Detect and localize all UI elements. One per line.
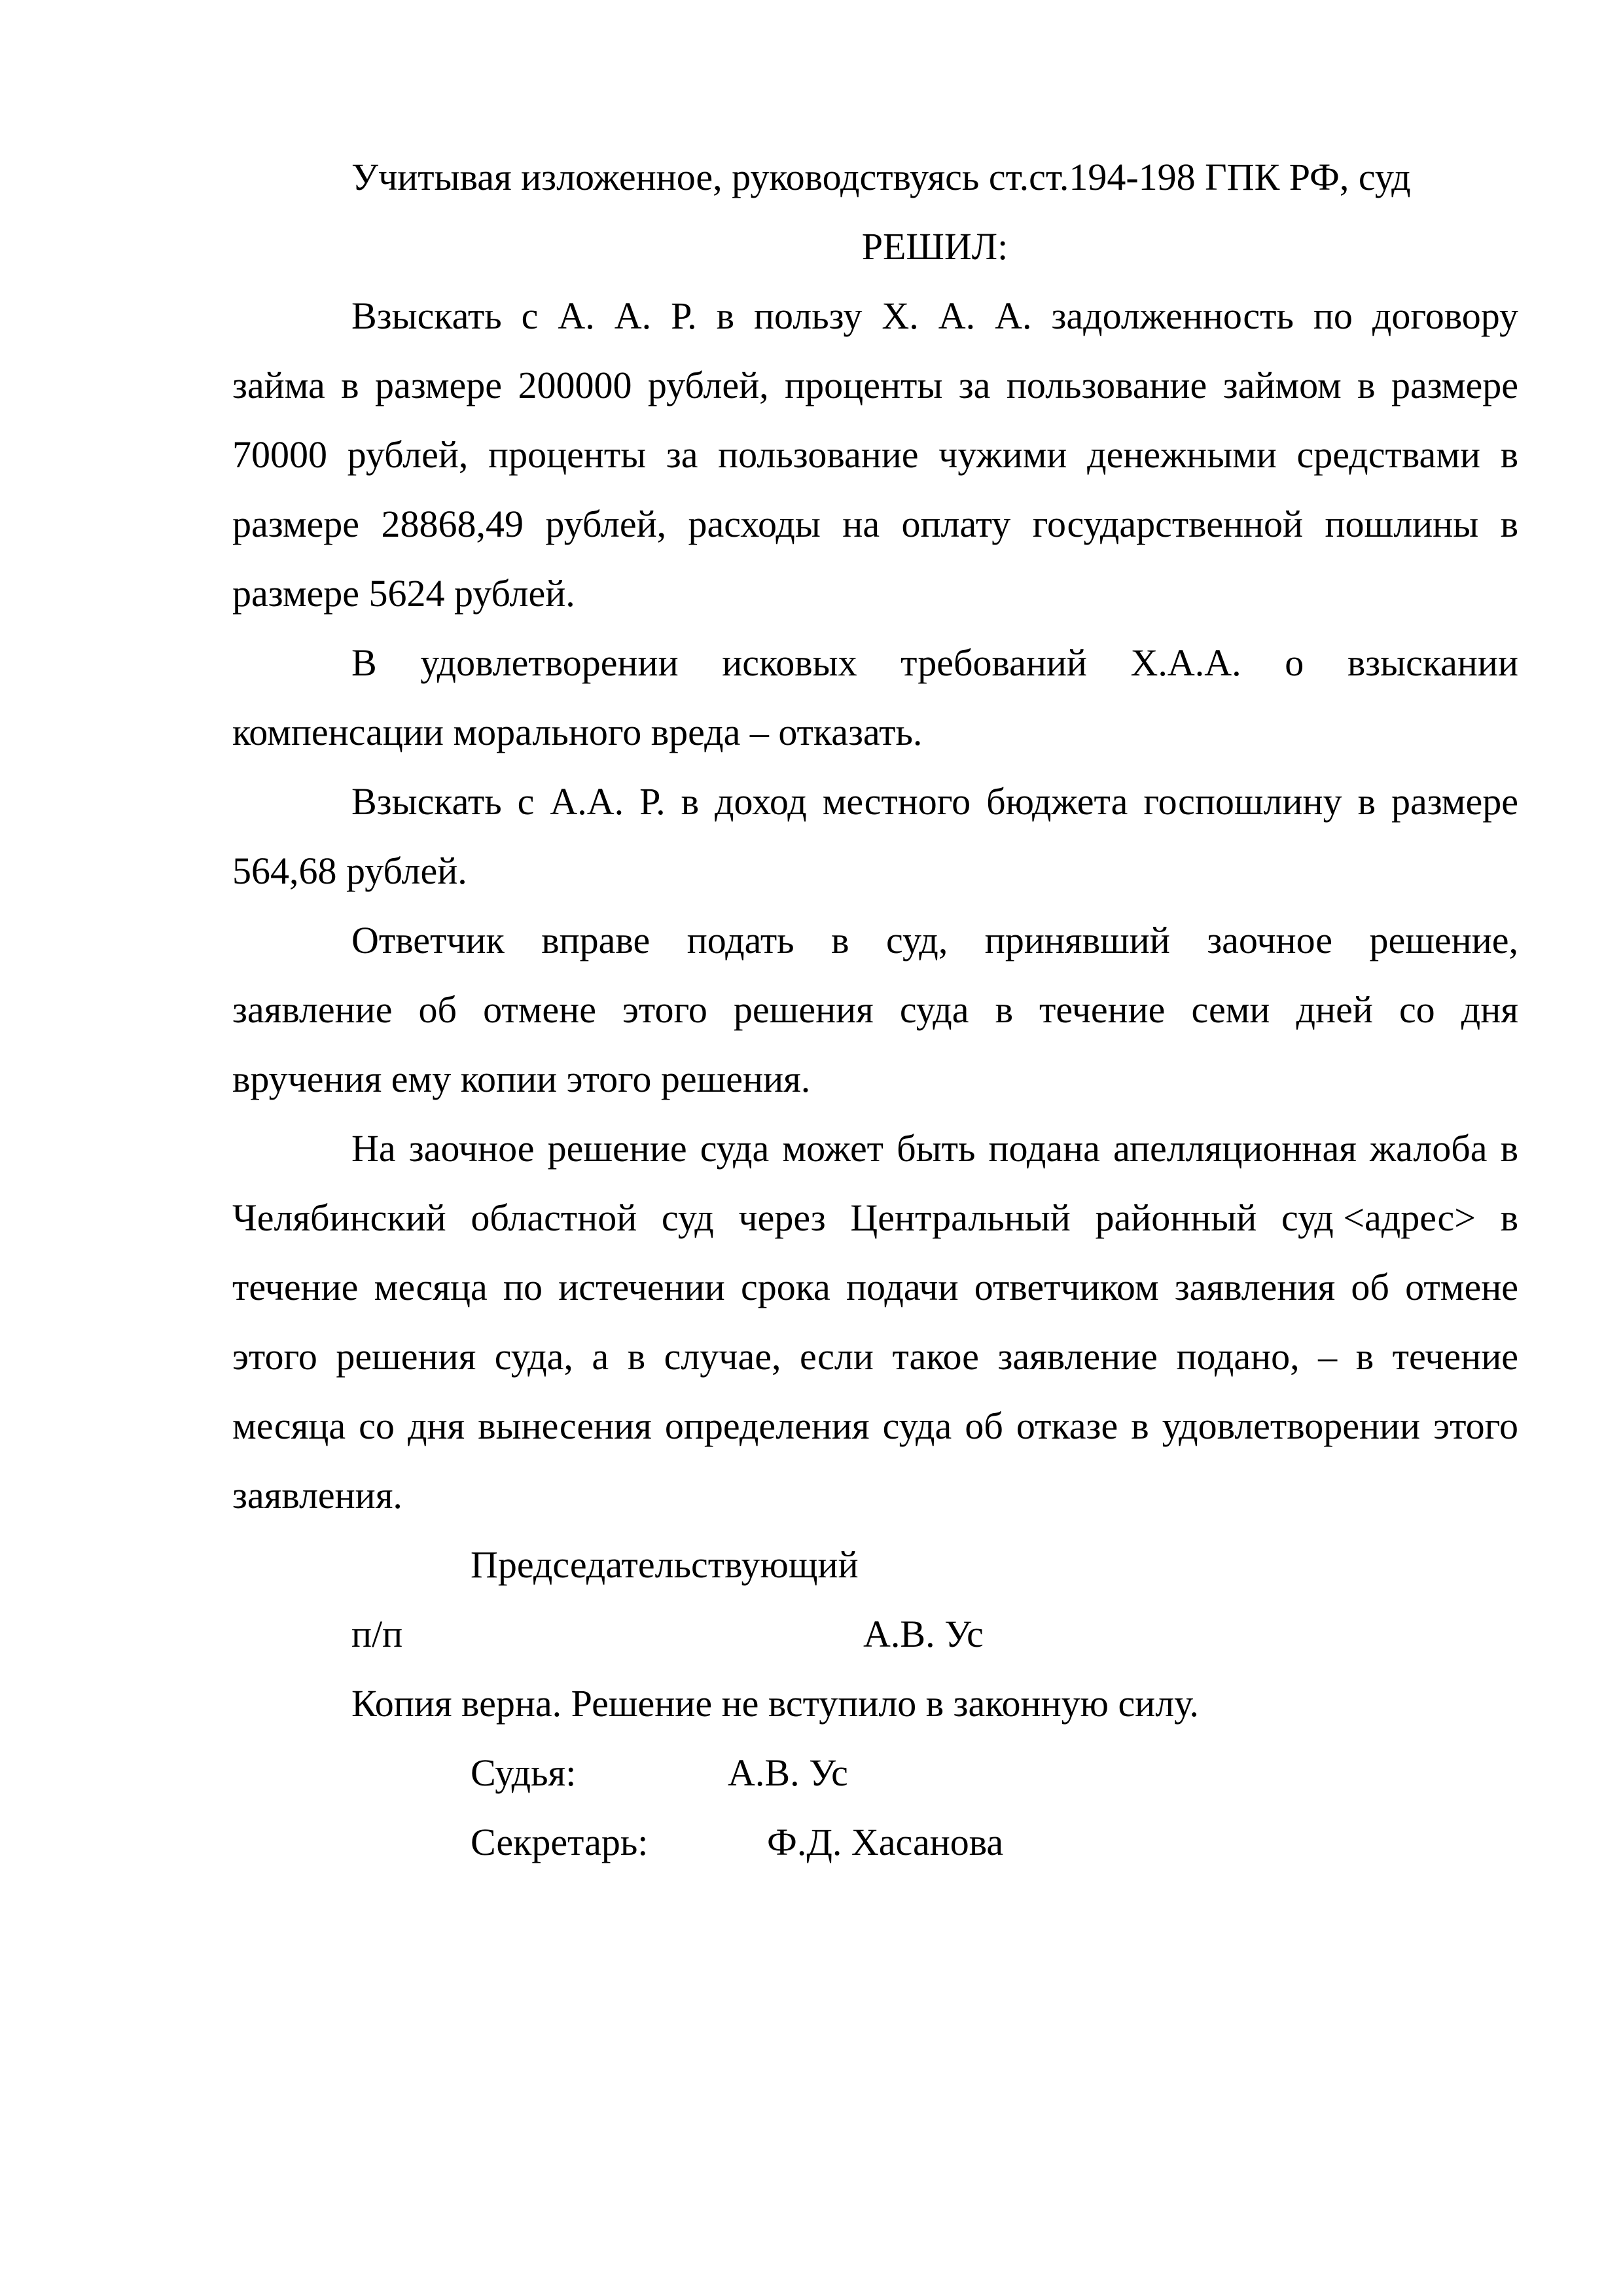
decision-heading: РЕШИЛ:: [861, 225, 1008, 268]
judge-row: [232, 1738, 1518, 1808]
paragraph-line: 70000 рублей, проценты за пользование чужими денежными средствами в: [232, 433, 1518, 476]
paragraph-line: размере 5624 рублей.: [232, 572, 575, 615]
copy-note: Копия верна. Решение не вступило в законную силу.: [351, 1682, 1199, 1725]
document-content: [232, 143, 1518, 1877]
paragraph-line: течение месяца по истечении срока подачи ответчиком заявления об отмене: [232, 1266, 1518, 1308]
paragraph-line-segment: Челябинский областной суд через Центральный районный: [232, 1196, 1257, 1239]
secretary-row: [232, 1808, 1518, 1877]
paragraph-line: заявление об отмене этого решения суда в течение семи дней со дня: [232, 988, 1518, 1031]
paragraph-line: На заочное решение суда может быть подана апелляционная жалоба в: [351, 1127, 1518, 1170]
intro-line: Учитывая изложенное, руководствуясь ст.ст.194-198 ГПК РФ, суд: [351, 156, 1411, 198]
paragraph-line: вручения ему копии этого решения.: [232, 1058, 811, 1100]
paragraph-line: заявления.: [232, 1474, 402, 1516]
paragraph-line: В удовлетворении исковых требований Х.А.А. о взыскании: [351, 641, 1518, 684]
secretary-name: Ф.Д. Хасанова: [767, 1821, 1004, 1863]
paragraph-line: займа в размере 200000 рублей, проценты за пользование займом в размере: [232, 364, 1518, 406]
presiding-name: А.В. Ус: [863, 1613, 984, 1655]
presiding-row: [232, 1530, 1518, 1669]
paragraph-line: [232, 1183, 1518, 1253]
paragraph-line: Ответчик вправе подать в суд, принявший заочное решение,: [351, 919, 1518, 961]
paragraph-line: этого решения суда, а в случае, если такое заявление подано, – в течение: [232, 1335, 1518, 1378]
paragraph-line: Взыскать с А.А. Р. в доход местного бюджета госпошлину в размере: [351, 780, 1518, 823]
paragraph-line: размере 28868,49 рублей, расходы на оплату государственной пошлины в: [232, 503, 1518, 545]
address-placeholder: суд <адрес>: [1281, 1196, 1476, 1239]
judge-label: Судья:: [471, 1751, 577, 1794]
judge-name: А.В. Ус: [728, 1751, 848, 1794]
paragraph-line: месяца со дня вынесения определения суда об отказе в удовлетворении этого: [232, 1405, 1518, 1447]
presiding-label: Председательствующий п/п: [351, 1543, 859, 1655]
paragraph-line: компенсации морального вреда – отказать.: [232, 711, 923, 753]
paragraph-line: 564,68 рублей.: [232, 850, 467, 892]
secretary-label: Секретарь:: [471, 1821, 649, 1863]
paragraph-line: Взыскать с А. А. Р. в пользу Х. А. А. задолженность по договору: [351, 295, 1518, 337]
paragraph-line-segment: в: [1500, 1196, 1518, 1239]
